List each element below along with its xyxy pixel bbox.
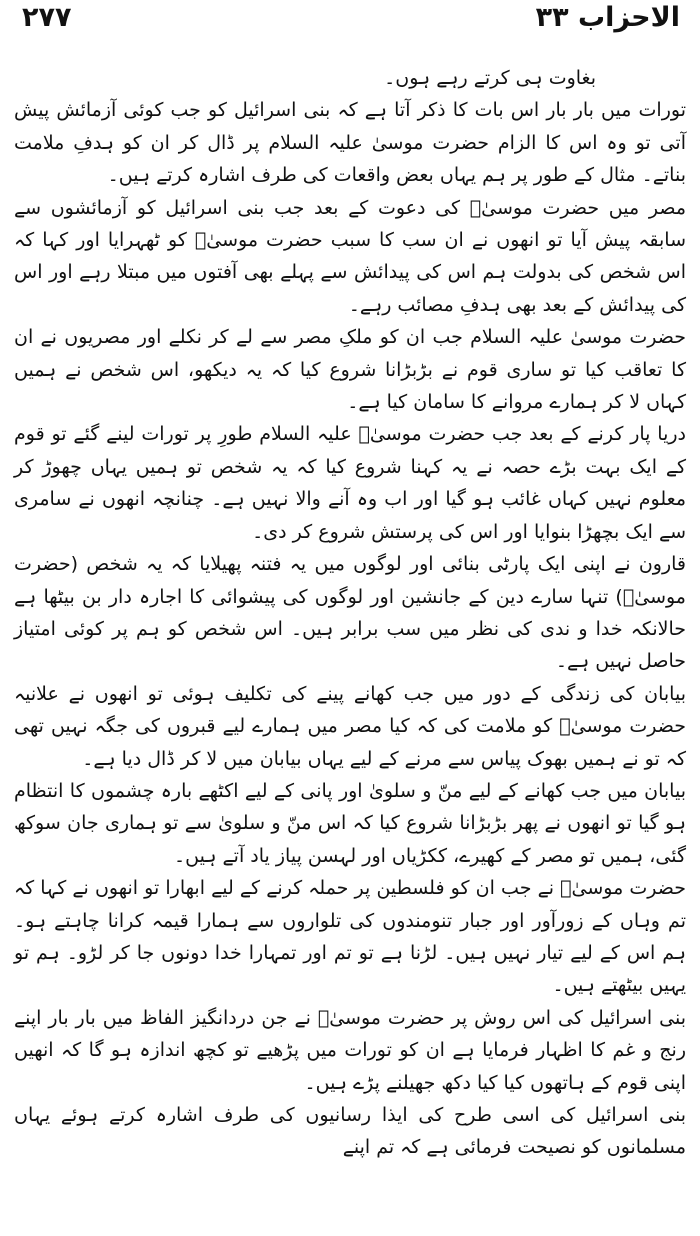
paragraph: بیابان کی زندگی کے دور میں جب کھانے پینے کی تکلیف ہوئی تو انھوں نے علانیہ حضرت موسیٰؑ کو ملامت کی کہ کیا مصر میں ہمارے لیے قبروں کی جگہ نہیں تھی کہ تو نے ہمیں بھوک پیاس سے مرنے کے لیے یہاں بیابان میں لا کر ڈال دیا ہے۔ (14, 682, 686, 770)
paragraph: قارون نے اپنی ایک پارٹی بنائی اور لوگوں میں یہ فتنہ پھیلایا کہ یہ شخص (حضرت موسیٰؑ) تنہا سارے دین کے جانشین اور لوگوں کی پیشوائی کا اجارہ دار بن بیٹھا ہے حالانکہ خدا و ندی کی نظر میں سب برابر ہیں۔ اس شخص کو ہم پر کوئی امتیاز حاصل نہیں ہے۔ (14, 553, 686, 673)
page-number: ۲۷۷ (22, 2, 72, 33)
paragraph-continuation: بغاوت ہی کرتے رہے ہوں۔ (384, 67, 596, 89)
paragraph: مصر میں حضرت موسیٰؑ کی دعوت کے بعد جب بنی اسرائیل کو آزمائشوں سے سابقہ پیش آیا تو انھوں نے ان سب کا سبب حضرت موسیٰؑ کو ٹھہرایا اور کہا کہ اس شخص کی بدولت ہم اس کی پیدائش سے پہلے بھی آفتوں میں مبتلا رہے اور اس کی پیدائش کے بعد بھی ہدفِ مصائب رہے۔ (14, 196, 686, 316)
page-header (0, 0, 700, 44)
paragraph: دریا پار کرنے کے بعد جب حضرت موسیٰؑ علیہ السلام طورِ پر تورات لینے گئے تو قوم کے ایک بہت بڑے حصہ نے یہ کہنا شروع کیا کہ یہ شخص تو ہمیں یہاں چھوڑ کر معلوم نہیں کہاں غائب ہو گیا اور اب وہ آنے والا نہیں ہے۔ چنانچہ انھوں نے سامری سے ایک بچھڑا بنوایا اور اس کی پرستش شروع کر دی۔ (14, 423, 686, 543)
paragraph: بنی اسرائیل کی اس روش پر حضرت موسیٰؑ نے جن دردانگیز الفاظ میں بار بار اپنے رنج و غم کا اظہار فرمایا ہے ان کو تورات میں پڑھیے تو کچھ اندازہ ہو گا کہ انھیں اپنی قوم کے ہاتھوں کیا کیا دکھ جھیلنے پڑے ہیں۔ (14, 1006, 686, 1094)
paragraph: حضرت موسیٰ علیہ السلام جب ان کو ملکِ مصر سے لے کر نکلے اور مصریوں نے ان کا تعاقب کیا تو ساری قوم نے بڑبڑانا شروع کیا کہ یہ دیکھو، اس شخص نے ہمیں کہاں لا کر ہمارے مروانے کا سامان کیا ہے۔ (14, 326, 686, 414)
paragraph: تورات میں بار بار اس بات کا ذکر آتا ہے کہ بنی اسرائیل کو جب کوئی آزمائش پیش آتی تو وہ اس کا الزام حضرت موسیٰ علیہ السلام پر ڈال کر ان کو ہدفِ ملامت بناتے۔ مثال کے طور پر ہم یہاں بعض واقعات کی طرف اشارہ کرتے ہیں۔ (14, 99, 686, 187)
paragraph: بیابان میں جب کھانے کے لیے منّ و سلویٰ اور پانی کے لیے اکٹھے بارہ چشموں کا انتظام ہو گیا تو انھوں نے پھر بڑبڑانا شروع کیا کہ اس منّ و سلویٰ سے تو ہماری جان سوکھ گئی، ہمیں تو مصر کے کھیرے، ککڑیاں اور لہسن پیاز یاد آتے ہیں۔ (14, 779, 686, 867)
body-text (14, 62, 686, 1164)
chapter-title: الاحزاب ۳۳ (535, 2, 680, 33)
paragraph: بنی اسرائیل کی اسی طرح کی ایذا رسانیوں کی طرف اشارہ کرتے ہوئے یہاں مسلمانوں کو نصیحت فرمائی ہے کہ تم اپنے (14, 1104, 686, 1159)
paragraph: حضرت موسیٰؑ نے جب ان کو فلسطین پر حملہ کرنے کے لیے ابھارا تو انھوں نے کہا کہ تم وہاں کے زورآور اور جبار تنومندوں کی تلواروں سے ہمارا قیمہ کرانا چاہتے ہو۔ ہم اس کے لیے تیار نہیں ہیں۔ لڑنا ہے تو تم اور تمہارا خدا دونوں جا کر لڑو۔ ہم تو یہیں بیٹھتے ہیں۔ (14, 877, 686, 997)
